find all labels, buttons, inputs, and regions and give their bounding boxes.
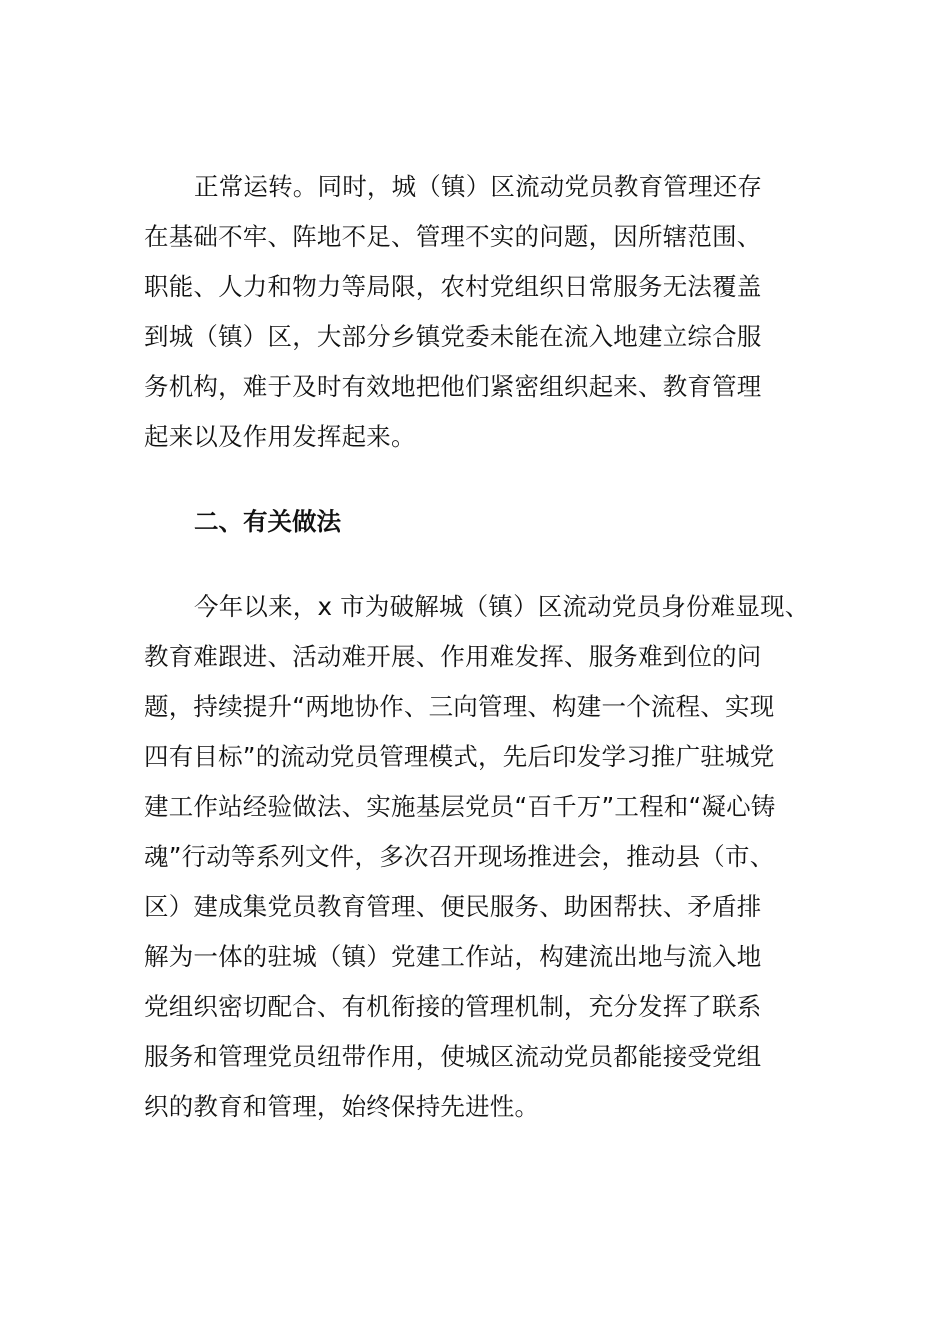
paragraph-line: 解为一体的驻城（镇）党建工作站，构建流出地与流入地 [144, 942, 762, 971]
paragraph-line: 职能、人力和物力等局限，农村党组织日常服务无法覆盖 [144, 272, 762, 301]
paragraph-line: 党组织密切配合、有机衔接的管理机制，充分发挥了联系 [144, 992, 762, 1021]
paragraph-line: 区）建成集党员教育管理、便民服务、助困帮扶、矛盾排 [144, 892, 762, 921]
paragraph-continued [144, 162, 809, 462]
paragraph-practices [144, 582, 809, 1132]
paragraph-line: 建工作站经验做法、实施基层党员“百千万”工程和“凝心铸 [144, 792, 776, 821]
paragraph-line: 题，持续提升“两地协作、三向管理、构建一个流程、实现 [144, 692, 775, 721]
paragraph-line: 正常运转。同时，城（镇）区流动党员教育管理还存 [194, 172, 763, 201]
paragraph-line: 到城（镇）区，大部分乡镇党委未能在流入地建立综合服 [144, 322, 762, 351]
paragraph-line: 四有目标”的流动党员管理模式，先后印发学习推广驻城党 [144, 742, 775, 771]
paragraph-line: 服务和管理党员纽带作用，使城区流动党员都能接受党组 [144, 1042, 762, 1071]
section-heading: 二、有关做法 [194, 507, 341, 536]
paragraph-line: 织的教育和管理，始终保持先进性。 [144, 1092, 540, 1121]
paragraph-line: 魂”行动等系列文件，多次召开现场推进会，推动县（市、 [144, 842, 775, 871]
paragraph-line: 务机构，难于及时有效地把他们紧密组织起来、教育管理 [144, 372, 762, 401]
paragraph-line: 在基础不牢、阵地不足、管理不实的问题，因所辖范围、 [144, 222, 762, 251]
paragraph-line: 起来以及作用发挥起来。 [144, 422, 416, 451]
paragraph-line: 今年以来，x 市为破解城（镇）区流动党员身份难显现、 [194, 592, 810, 621]
paragraph-line: 教育难跟进、活动难开展、作用难发挥、服务难到位的问 [144, 642, 762, 671]
